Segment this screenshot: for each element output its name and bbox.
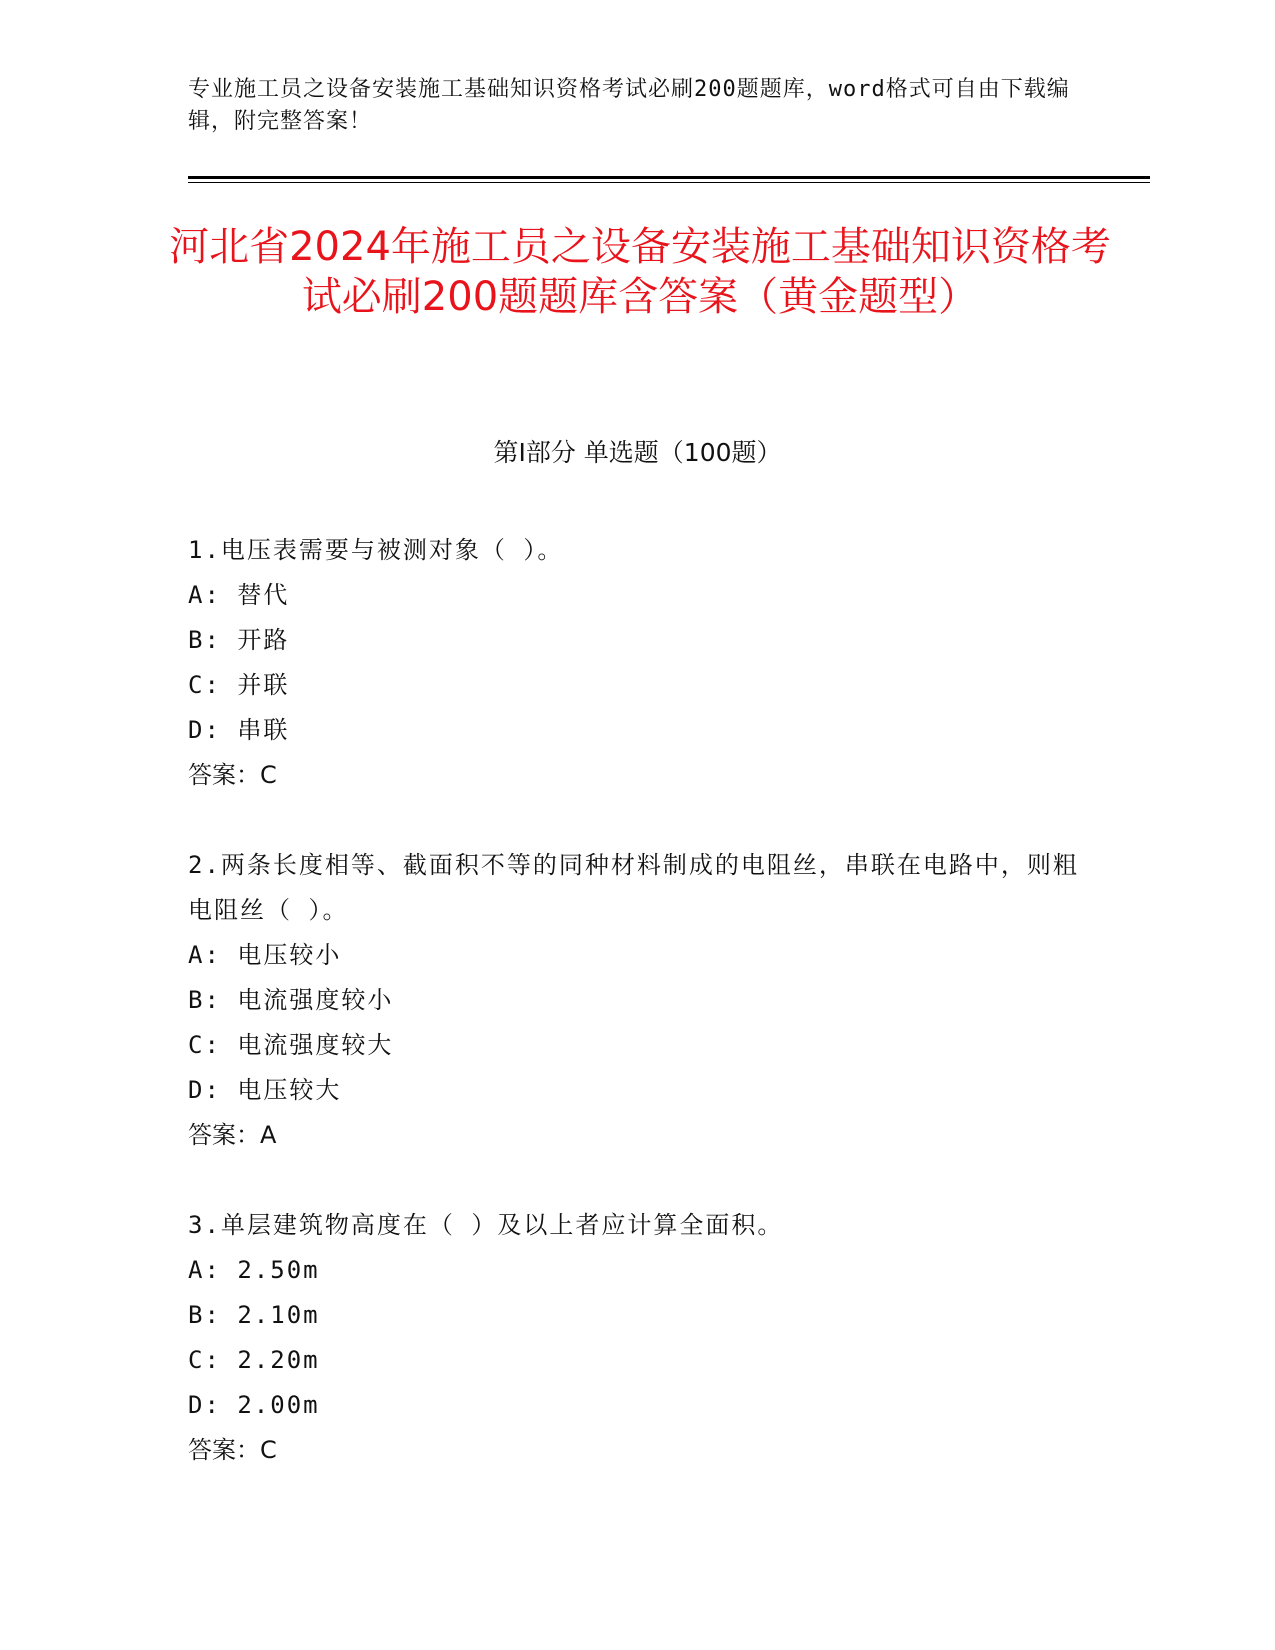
question-stem: 2.两条长度相等、截面积不等的同种材料制成的电阻丝，串联在电路中，则粗电阻丝（ ）。 bbox=[188, 851, 1079, 924]
question-list bbox=[188, 528, 1088, 1518]
question-1 bbox=[188, 528, 1088, 798]
section-title: 第Ⅰ部分 单选题（100题） bbox=[493, 438, 782, 467]
header-divider-thin bbox=[188, 182, 1150, 183]
option-d: D: 电压较大 bbox=[188, 1076, 342, 1104]
option-d: D: 2.00m bbox=[188, 1391, 320, 1419]
document-title: 河北省2024年施工员之设备安装施工基础知识资格考试必刷200题题库含答案（黄金题型） bbox=[169, 224, 1111, 320]
question-stem: 1.电压表需要与被测对象（ ）。 bbox=[188, 536, 564, 564]
option-c: C: 并联 bbox=[188, 671, 290, 699]
question-3 bbox=[188, 1203, 1088, 1473]
question-stem: 3.单层建筑物高度在（ ）及以上者应计算全面积。 bbox=[188, 1211, 784, 1239]
option-a: A: 2.50m bbox=[188, 1256, 320, 1284]
option-d: D: 串联 bbox=[188, 716, 290, 744]
question-2 bbox=[188, 843, 1088, 1158]
option-b: B: 电流强度较小 bbox=[188, 986, 394, 1014]
option-b: B: 开路 bbox=[188, 626, 290, 654]
option-c: C: 电流强度较大 bbox=[188, 1031, 394, 1059]
option-b: B: 2.10m bbox=[188, 1301, 320, 1329]
answer: 答案：C bbox=[188, 1436, 277, 1464]
answer: 答案：C bbox=[188, 761, 277, 789]
option-a: A: 电压较小 bbox=[188, 941, 342, 969]
header-note: 专业施工员之设备安装施工基础知识资格考试必刷200题题库，word格式可自由下载编辑，附完整答案！ bbox=[188, 77, 1070, 134]
option-a: A: 替代 bbox=[188, 581, 290, 609]
option-c: C: 2.20m bbox=[188, 1346, 320, 1374]
header-divider-thick bbox=[188, 176, 1150, 179]
answer: 答案：A bbox=[188, 1121, 277, 1149]
